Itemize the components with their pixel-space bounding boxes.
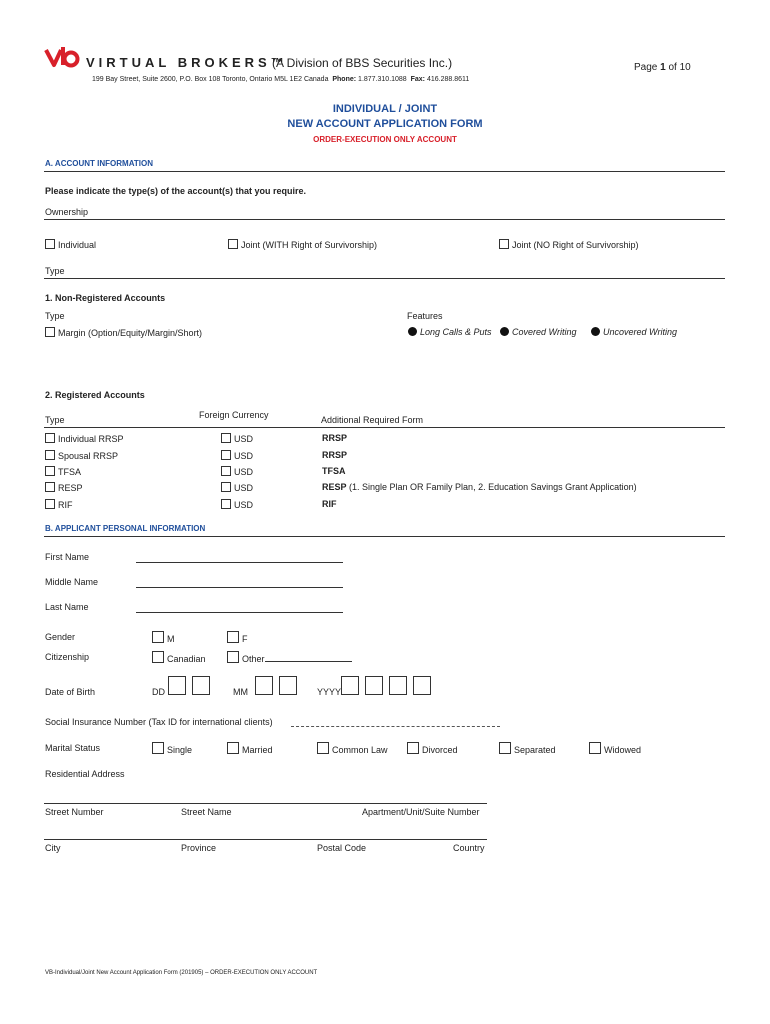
ownership-rule [44, 219, 725, 220]
feature-long-calls-puts[interactable]: Long Calls & Puts [408, 327, 492, 337]
checkbox[interactable] [45, 482, 55, 492]
marital-married-option[interactable]: Married [227, 742, 273, 755]
reg-currency-usd[interactable]: USD [221, 499, 253, 510]
checkbox[interactable] [499, 239, 509, 249]
province-label: Province [181, 843, 217, 853]
form-title-line2: NEW ACCOUNT APPLICATION FORM [287, 118, 483, 130]
reg-form: TFSA [322, 466, 346, 476]
features-label: Features [407, 311, 443, 321]
checkbox[interactable] [589, 742, 601, 754]
marital-single-option[interactable]: Single [152, 742, 192, 755]
logo [44, 46, 84, 70]
feature-uncovered-writing[interactable]: Uncovered Writing [591, 327, 677, 337]
ownership-joint-no-survivorship[interactable]: Joint (NO Right of Survivorship) [499, 239, 639, 250]
checkbox[interactable] [45, 433, 55, 443]
checkbox[interactable] [221, 450, 231, 460]
registered-rule [44, 427, 725, 428]
city-address-field[interactable] [44, 839, 487, 840]
section-b-rule [44, 536, 725, 537]
reg-form: RRSP [322, 450, 348, 460]
checkbox[interactable] [227, 742, 239, 754]
checkbox[interactable] [317, 742, 329, 754]
ownership-individual[interactable]: Individual [45, 239, 96, 250]
type-label: Type [45, 266, 65, 276]
checkbox[interactable] [221, 466, 231, 476]
gender-female-option[interactable]: F [227, 631, 248, 644]
checkbox[interactable] [45, 239, 55, 249]
reg-currency-usd[interactable]: USD [221, 466, 253, 477]
checkbox[interactable] [407, 742, 419, 754]
checkbox[interactable] [227, 651, 239, 663]
checkbox[interactable] [499, 742, 511, 754]
gender-male-option[interactable]: M [152, 631, 175, 644]
marital-separated-option[interactable]: Separated [499, 742, 556, 755]
footer-text: VB-Individual/Joint New Account Application Form (201905) – ORDER-EXECUTION ONLY ACCOUNT [45, 970, 318, 976]
reg-form: RRSP [322, 433, 348, 443]
radio-filled-icon[interactable] [500, 327, 509, 336]
reg-type-individual-rrsp[interactable]: Individual RRSP [45, 433, 124, 444]
dob-yyyy-label: YYYY [317, 687, 342, 697]
last-name-label: Last Name [45, 602, 89, 612]
registered-heading: 2. Registered Accounts [45, 390, 145, 400]
citizenship-other-option[interactable]: Other [227, 651, 265, 664]
non-registered-heading: 1. Non-Registered Accounts [45, 293, 166, 303]
registered-type-label: Type [45, 415, 65, 425]
middle-name-field[interactable] [136, 587, 343, 588]
dob-year-digit[interactable] [413, 676, 431, 695]
checkbox[interactable] [45, 499, 55, 509]
dob-day-digit[interactable] [192, 676, 210, 695]
dob-mm-label: MM [233, 687, 248, 697]
company-address: 199 Bay Street, Suite 2600, P.O. Box 108 Toronto, Ontario M5L 1E2 Canada Phone: 1.877.310.1088 Fax: 416.288.8611 [92, 76, 470, 83]
country-label: Country [453, 843, 485, 853]
checkbox[interactable] [152, 651, 164, 663]
first-name-label: First Name [45, 552, 90, 562]
ownership-joint-with-survivorship[interactable]: Joint (WITH Right of Survivorship) [228, 239, 377, 250]
dob-year-digit[interactable] [341, 676, 359, 695]
account-type-prompt: Please indicate the type(s) of the account(s) that you require. [45, 186, 307, 196]
checkbox[interactable] [221, 499, 231, 509]
city-label: City [45, 843, 61, 853]
foreign-currency-label: Foreign Currency [199, 410, 269, 420]
reg-type-spousal-rrsp[interactable]: Spousal RRSP [45, 450, 118, 461]
reg-type-resp[interactable]: RESP [45, 482, 83, 493]
section-a-heading: A. ACCOUNT INFORMATION [45, 159, 153, 168]
checkbox[interactable] [228, 239, 238, 249]
dob-label: Date of Birth [45, 687, 96, 697]
dob-month-digit[interactable] [255, 676, 273, 695]
checkbox[interactable] [221, 482, 231, 492]
reg-type-rif[interactable]: RIF [45, 499, 73, 510]
section-b-heading: B. APPLICANT PERSONAL INFORMATION [45, 524, 206, 533]
reg-form-resp: RESP (1. Single Plan OR Family Plan, 2. Education Savings Grant Application) [322, 482, 637, 492]
division-name: (A Division of BBS Securities Inc.) [272, 56, 453, 70]
citizenship-other-field[interactable] [265, 661, 352, 662]
checkbox[interactable] [45, 327, 55, 337]
residential-address-label: Residential Address [45, 769, 125, 779]
section-a-rule [44, 171, 725, 172]
vb-logo-icon [44, 46, 84, 68]
middle-name-label: Middle Name [45, 577, 99, 587]
radio-filled-icon[interactable] [591, 327, 600, 336]
dob-dd-label: DD [152, 687, 165, 697]
reg-currency-usd[interactable]: USD [221, 450, 253, 461]
dob-year-digit[interactable] [365, 676, 383, 695]
dob-year-digit[interactable] [389, 676, 407, 695]
additional-form-label: Additional Required Form [321, 415, 424, 425]
form-title-line1: INDIVIDUAL / JOINT [332, 103, 438, 115]
reg-form: RIF [322, 499, 337, 509]
citizenship-label: Citizenship [45, 652, 90, 662]
dob-month-digit[interactable] [279, 676, 297, 695]
street-address-field[interactable] [44, 803, 487, 804]
gender-label: Gender [45, 632, 76, 642]
margin-account-option[interactable]: Margin (Option/Equity/Margin/Short) [45, 327, 202, 338]
form-subtitle: ORDER-EXECUTION ONLY ACCOUNT [313, 135, 457, 144]
last-name-field[interactable] [136, 612, 343, 613]
street-number-label: Street Number [45, 807, 104, 817]
marital-status-label: Marital Status [45, 743, 101, 753]
reg-type-tfsa[interactable]: TFSA [45, 466, 81, 477]
reg-currency-usd[interactable]: USD [221, 433, 253, 444]
marital-widowed-option[interactable]: Widowed [589, 742, 641, 755]
apartment-label: Apartment/Unit/Suite Number [362, 807, 480, 817]
checkbox[interactable] [152, 742, 164, 754]
ownership-label: Ownership [45, 207, 89, 217]
checkbox[interactable] [45, 466, 55, 476]
checkbox[interactable] [227, 631, 239, 643]
checkbox[interactable] [221, 433, 231, 443]
marital-divorced-option[interactable]: Divorced [407, 742, 458, 755]
checkbox[interactable] [152, 631, 164, 643]
checkbox[interactable] [45, 450, 55, 460]
feature-covered-writing[interactable]: Covered Writing [500, 327, 577, 337]
type-rule [44, 278, 725, 279]
first-name-field[interactable] [136, 562, 343, 563]
brand-name: VIRTUAL BROKERS™ [86, 55, 288, 70]
marital-common-law-option[interactable]: Common Law [317, 742, 388, 755]
dob-day-digit[interactable] [168, 676, 186, 695]
citizenship-canadian-option[interactable]: Canadian [152, 651, 206, 664]
reg-currency-usd[interactable]: USD [221, 482, 253, 493]
street-name-label: Street Name [181, 807, 232, 817]
postal-code-label: Postal Code [317, 843, 367, 853]
sin-field[interactable] [291, 726, 500, 727]
radio-filled-icon[interactable] [408, 327, 417, 336]
non-registered-type-label: Type [45, 311, 65, 321]
page-number: Page 1 of 10 [634, 62, 691, 73]
sin-label: Social Insurance Number (Tax ID for international clients) [45, 717, 273, 727]
